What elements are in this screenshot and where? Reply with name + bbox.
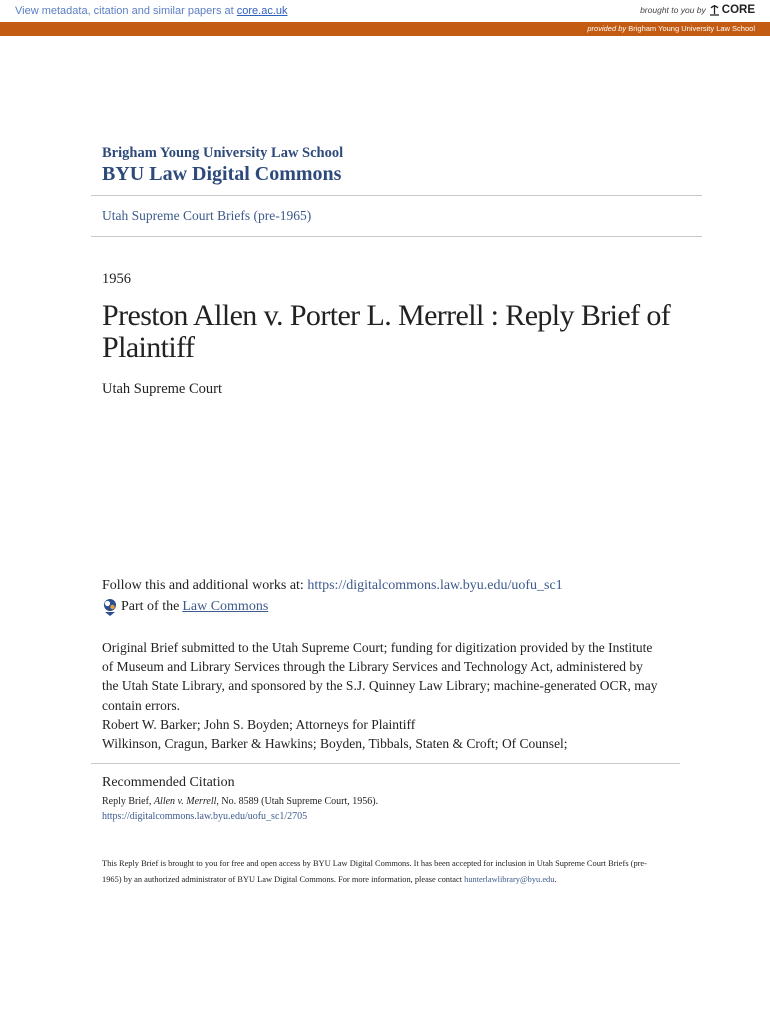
core-logo-icon [709, 4, 720, 16]
divider-citation [91, 763, 680, 764]
brought-by-label: brought to you by [640, 5, 706, 15]
document-author: Utah Supreme Court [102, 381, 223, 397]
part-of-line [102, 598, 268, 616]
provided-by-name: Brigham Young University Law School [628, 24, 755, 33]
citation-heading: Recommended Citation [102, 775, 235, 790]
description-paragraph: Original Brief submitted to the Utah Supreme Court; funding for digitization provided by the Institute of Museum and Library Services through the Library Services and Technology Act, administered by the Utah State Library, and sponsored by the S.J. Quinney Law Library; machine-generated OCR, may contain errors. [102, 640, 658, 713]
footer-notice [102, 856, 662, 887]
core-banner [0, 0, 770, 22]
citation-case-name: Allen v. Merrell [153, 796, 217, 807]
series-link[interactable]: Utah Supreme Court Briefs (pre-1965) [102, 208, 312, 223]
core-ac-uk-link[interactable]: core.ac.uk [236, 5, 288, 17]
document-year: 1956 [102, 271, 131, 287]
brought-to-you-by[interactable] [640, 4, 755, 16]
divider-series [91, 236, 702, 237]
repository-title[interactable]: BYU Law Digital Commons [102, 163, 342, 185]
follow-label: Follow this and additional works at: [102, 578, 308, 593]
footer-end: . [554, 874, 557, 884]
follow-line [102, 578, 563, 594]
core-link-prefix: View metadata, citation and similar papers at [15, 5, 237, 17]
document-title: Preston Allen v. Porter L. Merrell : Reply Brief of Plaintiff [102, 299, 671, 364]
core-metadata-link [15, 5, 288, 17]
core-logo [709, 4, 755, 16]
citation-prefix: Reply Brief, [102, 796, 154, 807]
footer-email-link[interactable]: hunterlawlibrary@byu.edu [464, 874, 555, 884]
follow-url-link[interactable]: https://digitalcommons.law.byu.edu/uofu_sc1 [307, 578, 563, 593]
citation-text [102, 796, 378, 807]
provided-by-text[interactable] [587, 24, 755, 33]
law-commons-link[interactable]: Law Commons [182, 599, 269, 614]
citation-suffix: , No. 8589 (Utah Supreme Court, 1956). [216, 796, 379, 807]
core-logo-text: CORE [721, 4, 755, 16]
document-description [102, 638, 662, 753]
footer-text: This Reply Brief is brought to you for free and open access by BYU Law Digital Commons. It has been accepted for inclusion in Utah Supreme Court Briefs (pre-1965) by an authorized administrator of BYU Law Digital Commons. For more information, please contact [102, 859, 647, 884]
description-counsel: Wilkinson, Cragun, Barker & Hawkins; Boyden, Tibbals, Staten & Croft; Of Counsel; [102, 736, 568, 752]
citation-url-link[interactable]: https://digitalcommons.law.byu.edu/uofu_sc1/2705 [102, 811, 308, 822]
bepress-network-icon [102, 598, 118, 616]
provided-by-bar [0, 22, 770, 36]
part-of-label: Part of the [121, 599, 180, 614]
divider-top [91, 195, 702, 196]
institution-name[interactable]: Brigham Young University Law School [102, 145, 344, 161]
provided-by-label: provided by [587, 24, 627, 33]
description-attorneys: Robert W. Barker; John S. Boyden; Attorneys for Plaintiff [102, 716, 416, 732]
